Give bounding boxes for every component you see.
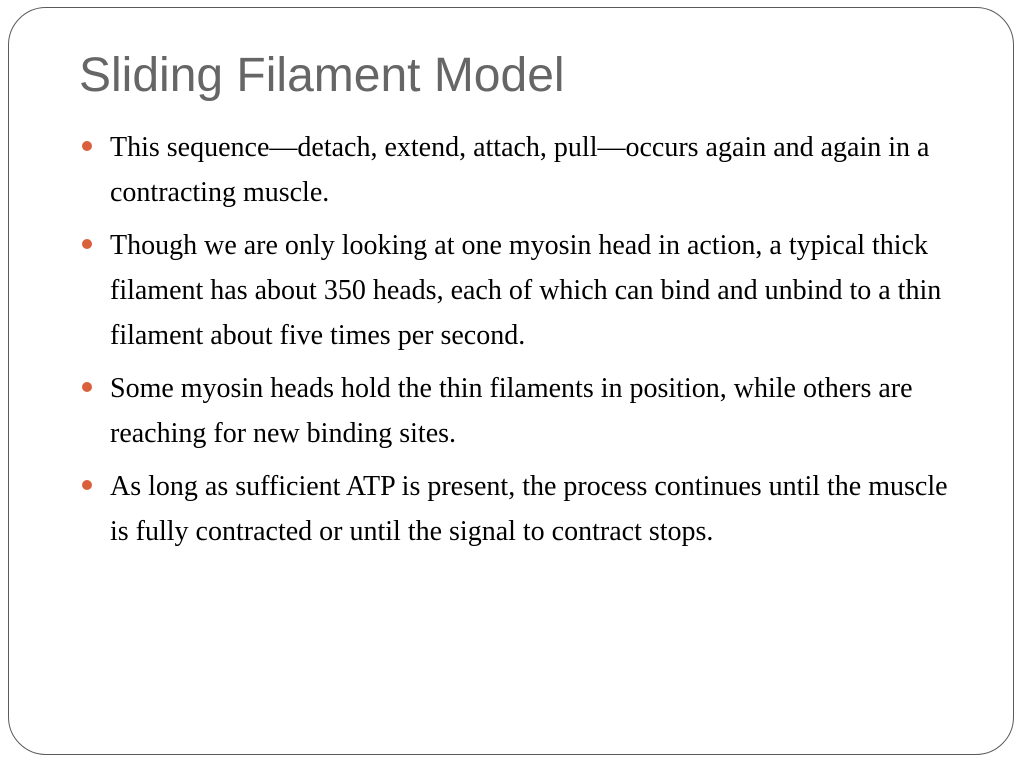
bullet-text: Some myosin heads hold the thin filaments in position, while others are reaching for new binding sites. — [110, 373, 913, 449]
bullet-text: This sequence—detach, extend, attach, pull—occurs again and again in a contracting muscle. — [110, 132, 930, 208]
slide-frame — [8, 7, 1014, 755]
bullet-dot-icon — [82, 141, 92, 151]
bullet-dot-icon — [82, 480, 92, 490]
bullet-dot-icon — [82, 239, 92, 249]
slide-title: Sliding Filament Model — [79, 49, 565, 102]
bullet-list — [81, 125, 961, 562]
bullet-item — [81, 125, 961, 215]
bullet-item — [81, 464, 961, 554]
bullet-text: Though we are only looking at one myosin head in action, a typical thick filament has about 350 heads, each of which can bind and unbind to a thin filament about five times per second. — [110, 230, 942, 351]
bullet-dot-icon — [82, 382, 92, 392]
bullet-item — [81, 223, 961, 358]
bullet-item — [81, 366, 961, 456]
bullet-text: As long as sufficient ATP is present, the process continues until the muscle is fully contracted or until the signal to contract stops. — [110, 471, 948, 547]
